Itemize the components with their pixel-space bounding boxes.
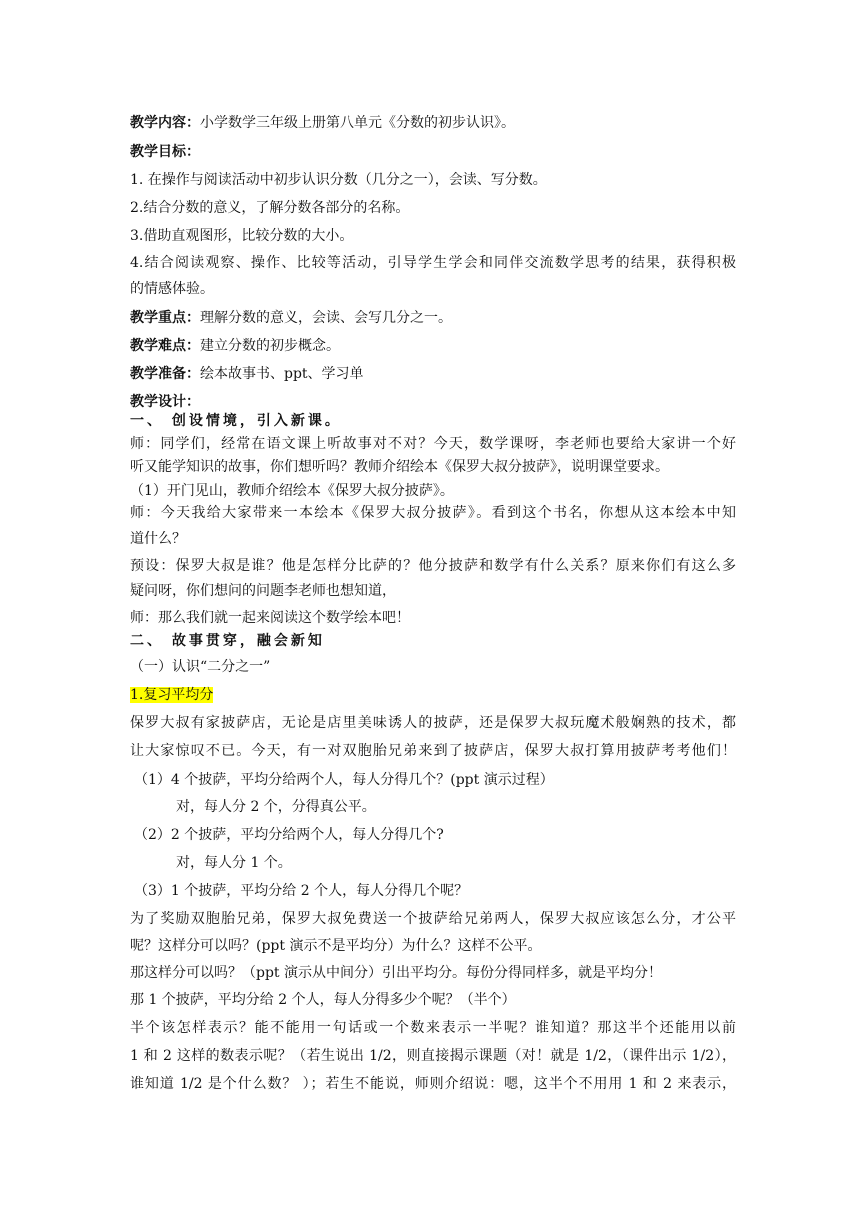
section-1-step-1: （1）开门见山，教师介绍绘本《保罗大叔分披萨》。	[130, 483, 454, 499]
section-1-para-1-line-1: 师：同学们，经常在语文课上听故事对不对？今天，数学课呀，李老师也要给大家讲一个好	[130, 436, 736, 452]
section-1-para-4: 师：那么我们就一起来阅读这个数学绘本吧！	[130, 610, 410, 626]
section-1-para-3-line-2: 疑问呀，你们想问的问题李老师也想知道，	[130, 583, 396, 599]
section-2-heading: 二、 故事贯穿，融会新知	[130, 633, 325, 649]
answer-1: 对，每人分 2 个，分得真公平。	[176, 799, 376, 815]
objective-1: 1. 在操作与阅读活动中初步认识分数（几分之一），会读、写分数。	[130, 172, 547, 188]
design-heading: 教学设计：	[130, 394, 200, 410]
section-1-heading: 一、 创设情境，引入新课。	[130, 413, 342, 429]
section-1-para-1-line-2: 听又能学知识的故事，你们想听吗？教师介绍绘本《保罗大叔分披萨》，说明课堂要求。	[130, 459, 669, 475]
objective-2: 2.结合分数的意义，了解分数各部分的名称。	[130, 200, 410, 216]
teaching-content-text: 小学数学三年级上册第八单元《分数的初步认识》。	[200, 115, 515, 131]
objective-3: 3.借助直观图形，比较分数的大小。	[130, 228, 354, 244]
question-1: （1）4 个披萨，平均分给两个人，每人分得几个？(ppt 演示过程）	[134, 772, 554, 788]
question-2: （2）2 个披萨，平均分给两个人，每人分得几个?	[134, 827, 444, 843]
objective-4-line-1: 4.结合阅读观察、操作、比较等活动，引导学生学会和同伴交流数学思考的结果，获得积极	[130, 255, 736, 271]
preparation-label: 教学准备：	[130, 366, 200, 382]
objectives-heading: 教学目标：	[130, 144, 200, 160]
highlighted-heading-line	[130, 685, 736, 705]
review-average-heading: 1.复习平均分	[130, 687, 214, 703]
difficulty-line	[130, 336, 736, 356]
answer-2: 对，每人分 1 个。	[176, 855, 292, 871]
key-point-text: 理解分数的意义，会读、会写几分之一。	[200, 310, 452, 326]
story-para-line-2: 让大家惊叹不已。今天，有一对双胞胎兄弟来到了披萨店，保罗大叔打算用披萨考考他们！	[130, 743, 736, 759]
difficulty-text: 建立分数的初步概念。	[200, 338, 340, 354]
difficulty-label: 教学难点：	[130, 338, 200, 354]
story-para-line-1: 保罗大叔有家披萨店，无论是店里美味诱人的披萨，还是保罗大叔玩魔术般娴熟的技术，都	[130, 715, 736, 731]
section-1-para-2-line-1: 师：今天我给大家带来一本绘本《保罗大叔分披萨》。看到这个书名，你想从这本绘本中知	[130, 505, 736, 521]
middle-split-line: 那这样分可以吗？（ppt 演示从中间分）引出平均分。每份分得同样多，就是平均分！	[130, 965, 662, 981]
teaching-content-label: 教学内容：	[130, 115, 200, 131]
reward-para-line-1: 为了奖励双胞胎兄弟，保罗大叔免费送一个披萨给兄弟两人，保罗大叔应该怎么分，才公平	[130, 911, 736, 927]
subsection-heading: （一）认识“二分之一”	[130, 659, 271, 675]
half-para-line-1: 半个该怎样表示？能不能用一句话或一个数来表示一半呢？谁知道？那这半个还能用以前	[130, 1020, 736, 1036]
preparation-line	[130, 364, 736, 384]
section-1-para-2-line-2: 道什么？	[130, 531, 186, 547]
question-3: （3）1 个披萨，平均分给 2 个人，每人分得几个呢？	[134, 883, 469, 899]
half-para-line-3: 谁知道 1/2 是个什么数？ ）；若生不能说，师则介绍说：嗯，这半个不用用 1 和 2 来表示，	[130, 1076, 736, 1092]
key-point-line	[130, 308, 736, 328]
half-para-line-2: 1 和 2 这样的数表示呢？（若生说出 1/2，则直接揭示课题（对！就是 1/2，（课件出示 1/2），	[130, 1048, 736, 1064]
teaching-content-line	[130, 113, 736, 133]
key-point-label: 教学重点：	[130, 310, 200, 326]
half-question-line: 那 1 个披萨，平均分给 2 个人，每人分得多少个呢？（半个）	[130, 992, 516, 1008]
section-1-para-3-line-1: 预设：保罗大叔是谁？他是怎样分比萨的？他分披萨和数学有什么关系？原来你们有这么多	[130, 558, 736, 574]
reward-para-line-2: 呢？这样分可以吗？(ppt 演示不是平均分）为什么？这样不公平。	[130, 938, 542, 954]
preparation-text: 绘本故事书、ppt、学习单	[200, 366, 364, 382]
objective-4-line-2: 的情感体验。	[130, 281, 214, 297]
